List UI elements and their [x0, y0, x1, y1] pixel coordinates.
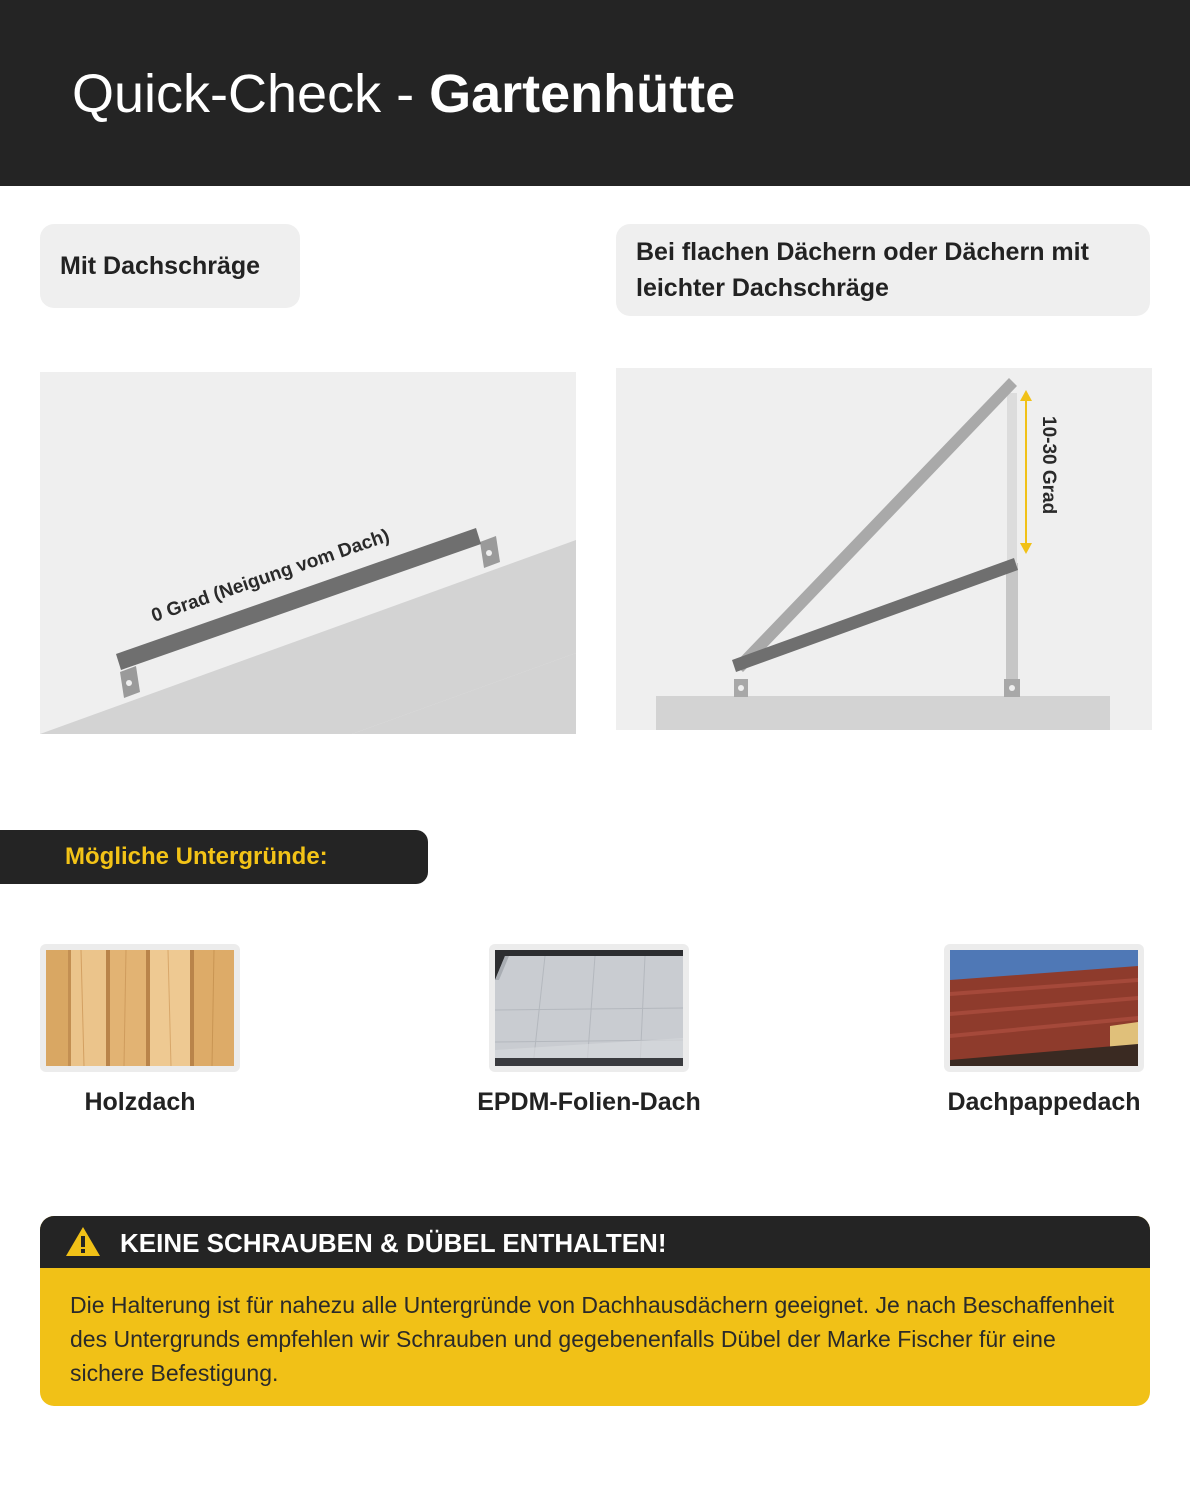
surfaces-heading [0, 830, 428, 884]
sloped-roof-diagram [40, 372, 576, 734]
flat-roof-illustration [616, 368, 1152, 730]
page-header [0, 0, 1190, 186]
surfaces-heading-text: Mögliche Untergründe: [65, 843, 328, 870]
surface-label-epdm: EPDM-Folien-Dach [477, 1088, 701, 1116]
warning-header [40, 1216, 1150, 1268]
felt-roof-image [950, 950, 1138, 1066]
wood-roof-thumbnail [40, 944, 240, 1072]
page-title [72, 62, 735, 126]
front-foot [734, 679, 748, 697]
felt-roof-thumbnail [944, 944, 1144, 1072]
sloped-roof-illustration [40, 372, 576, 734]
panel-rail [734, 378, 1017, 672]
warning-title: KEINE SCHRAUBEN & DÜBEL ENTHALTEN! [120, 1228, 667, 1258]
rear-foot [1004, 679, 1020, 697]
surface-label-wood: Holzdach [84, 1088, 196, 1116]
warning-box [40, 1216, 1150, 1406]
angle-arrow [1020, 390, 1032, 554]
cross-brace [732, 558, 1018, 672]
flat-roof-surface [656, 696, 1110, 730]
rear-support-extension [1007, 393, 1017, 569]
page-title-prefix: Quick-Check - [72, 64, 415, 124]
sloped-angle-label: 0 Grad (Neigung vom Dach) [148, 525, 393, 627]
sloped-roof-label: Mit Dachschräge [40, 224, 300, 308]
rear-support-leg [1006, 563, 1018, 683]
mount-foot-left [120, 666, 140, 698]
epdm-roof-thumbnail [489, 944, 689, 1072]
page-title-subject: Gartenhütte [429, 64, 736, 124]
flat-roof-diagram [616, 368, 1152, 730]
flat-roof-label: Bei flachen Dächern oder Dächern mit leichter Dachschräge [616, 224, 1150, 316]
surface-label-felt: Dachpappedach [947, 1088, 1141, 1116]
epdm-roof-image [495, 950, 683, 1066]
flat-angle-label: 10-30 Grad [1038, 416, 1059, 515]
warning-text: Die Halterung ist für nahezu alle Untergründe von Dachhausdächern geeignet. Je nach Beschaffenheit des Untergrunds empfehlen wir Schrauben und gegebenenfalls Dübel der Marke Fischer für eine sichere Befestigung. [70, 1292, 1115, 1386]
warning-icon [64, 1225, 102, 1259]
mount-foot-right [480, 536, 500, 568]
wood-roof-image [46, 950, 234, 1066]
